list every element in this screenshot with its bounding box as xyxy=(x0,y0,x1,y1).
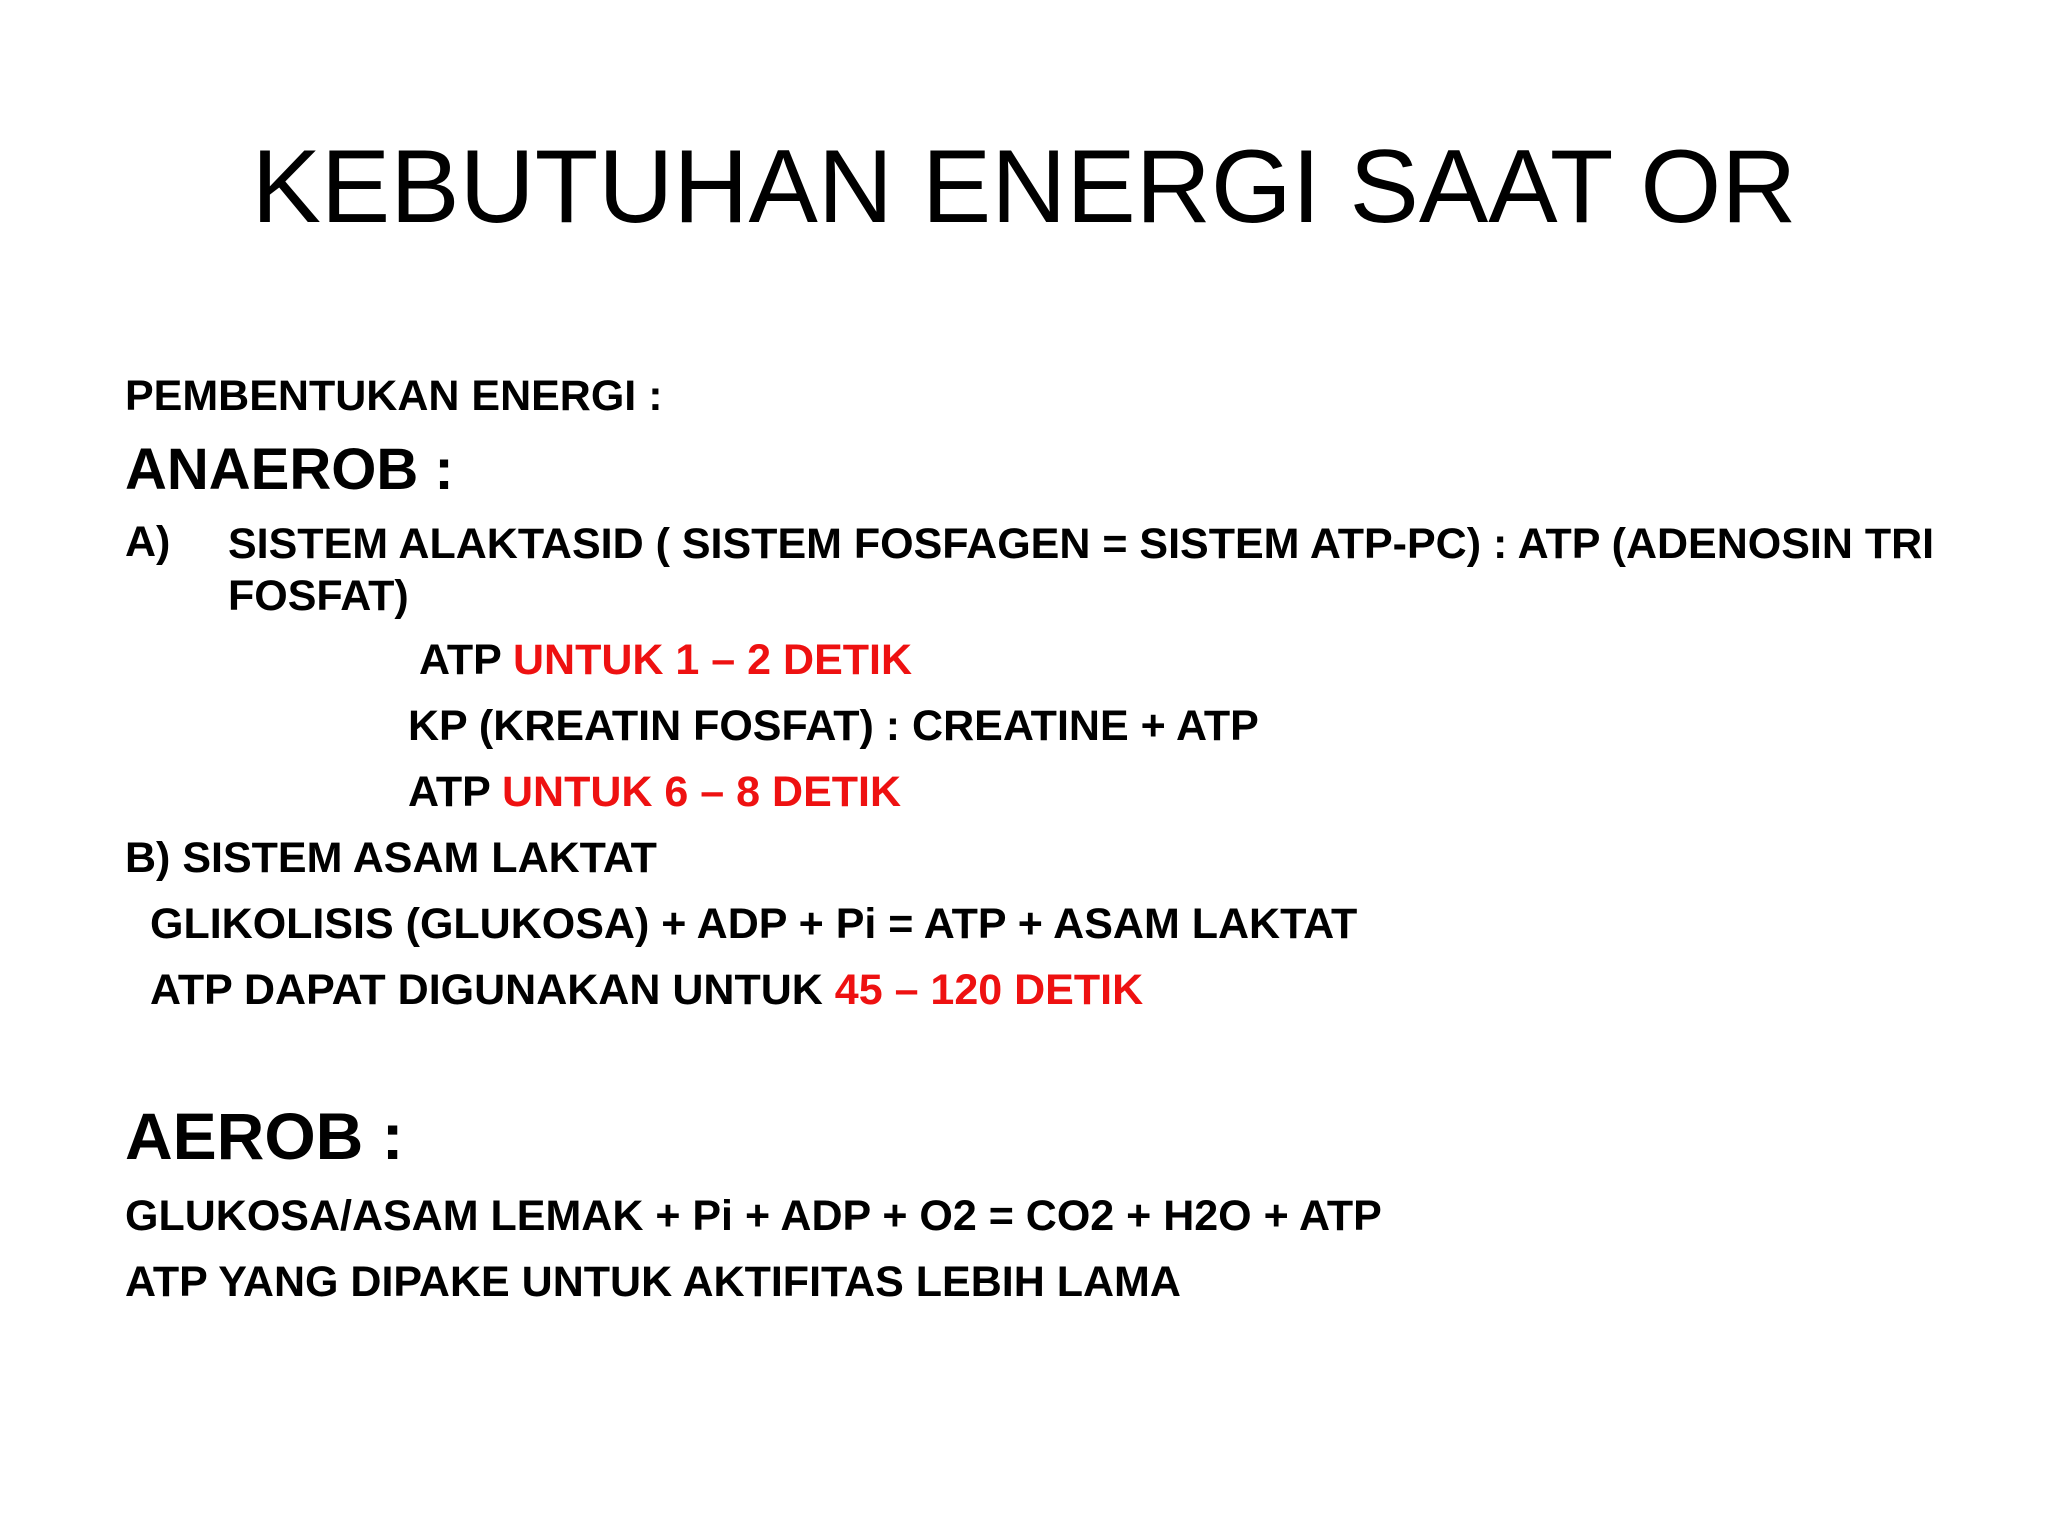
atp-duration-2 xyxy=(408,768,901,817)
anaerob-heading: ANAEROB : xyxy=(125,437,454,502)
item-b-reaction: GLIKOLISIS (GLUKOSA) + ADP + Pi = ATP + ASAM LAKTAT xyxy=(150,900,1358,948)
item-a-marker: A) xyxy=(125,518,171,566)
slide-title: KEBUTUHAN ENERGI SAAT OR xyxy=(251,129,1797,245)
atp-duration-1-prefix: ATP xyxy=(419,636,502,684)
item-a-text: SISTEM ALAKTASID ( SISTEM FOSFAGEN = SISTEM ATP-PC) : ATP (ADENOSIN TRI FOSFAT) xyxy=(228,520,1935,620)
kp-line: KP (KREATIN FOSFAT) : CREATINE + ATP xyxy=(408,702,1259,750)
intro-line: PEMBENTUKAN ENERGI : xyxy=(125,372,663,420)
item-b-duration-highlight: 45 – 120 DETIK xyxy=(834,966,1144,1014)
aerob-note: ATP YANG DIPAKE UNTUK AKTIFITAS LEBIH LAMA xyxy=(125,1258,1181,1306)
item-b-duration xyxy=(150,966,1143,1015)
atp-duration-1-highlight: UNTUK 1 – 2 DETIK xyxy=(513,636,913,684)
atp-duration-2-prefix: ATP xyxy=(408,768,491,816)
atp-duration-2-highlight: UNTUK 6 – 8 DETIK xyxy=(502,768,902,816)
atp-duration-1 xyxy=(419,636,912,685)
item-b-duration-prefix: ATP DAPAT DIGUNAKAN UNTUK xyxy=(150,966,823,1014)
item-a xyxy=(125,518,1968,622)
aerob-heading: AEROB : xyxy=(125,1099,404,1173)
item-b-heading: B) SISTEM ASAM LAKTAT xyxy=(125,834,657,882)
aerob-reaction: GLUKOSA/ASAM LEMAK + Pi + ADP + O2 = CO2 + H2O + ATP xyxy=(125,1192,1382,1240)
